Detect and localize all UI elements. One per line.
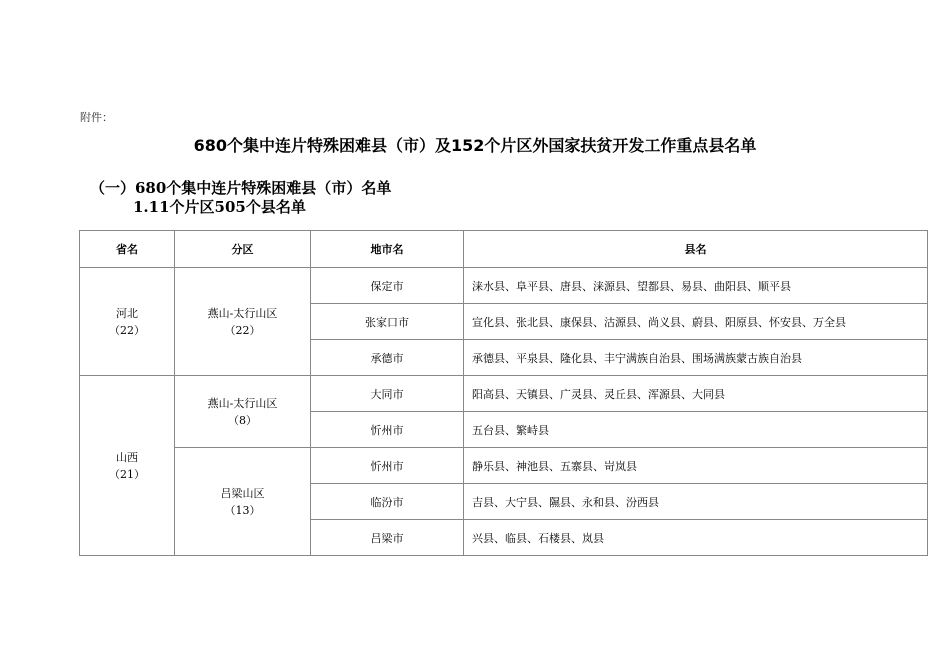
city-cell: 忻州市 xyxy=(311,412,464,448)
city-cell: 吕梁市 xyxy=(311,520,464,556)
counties-cell: 承德县、平泉县、隆化县、丰宁满族自治县、围场满族蒙古族自治县 xyxy=(464,340,928,376)
header-counties: 县名 xyxy=(464,231,928,268)
counties-cell: 涞水县、阜平县、唐县、涞源县、望都县、易县、曲阳县、顺平县 xyxy=(464,268,928,304)
table-row xyxy=(80,376,928,412)
city-cell: 张家口市 xyxy=(311,304,464,340)
zone-cell xyxy=(175,376,311,448)
counties-cell: 静乐县、神池县、五寨县、岢岚县 xyxy=(464,448,928,484)
zone-cell xyxy=(175,448,311,556)
province-name: 山西 xyxy=(116,450,138,464)
counties-cell: 五台县、繁峙县 xyxy=(464,412,928,448)
city-cell: 忻州市 xyxy=(311,448,464,484)
counties-cell: 吉县、大宁县、隰县、永和县、汾西县 xyxy=(464,484,928,520)
counties-cell: 宣化县、张北县、康保县、沽源县、尚义县、蔚县、阳原县、怀安县、万全县 xyxy=(464,304,928,340)
province-name: 河北 xyxy=(116,306,138,320)
zone-cell xyxy=(175,268,311,376)
zone-count: （13） xyxy=(224,503,261,517)
section-title: （一）680个集中连片特殊困难县（市）名单 xyxy=(90,179,392,197)
zone-count: （22） xyxy=(224,323,261,337)
counties-cell: 阳高县、天镇县、广灵县、灵丘县、浑源县、大同县 xyxy=(464,376,928,412)
zone-name: 燕山-太行山区 xyxy=(207,306,278,320)
header-zone: 分区 xyxy=(175,231,311,268)
table-row xyxy=(80,448,928,484)
city-cell: 大同市 xyxy=(311,376,464,412)
header-city: 地市名 xyxy=(311,231,464,268)
subsection-title: 1.11个片区505个县名单 xyxy=(133,198,306,216)
province-count: （21） xyxy=(109,467,145,481)
header-province: 省名 xyxy=(80,231,175,268)
city-cell: 保定市 xyxy=(311,268,464,304)
table-row xyxy=(80,268,928,304)
zone-count: （8） xyxy=(228,413,257,427)
city-cell: 承德市 xyxy=(311,340,464,376)
county-list-table xyxy=(79,230,928,556)
table-header-row xyxy=(80,231,928,268)
city-cell: 临汾市 xyxy=(311,484,464,520)
page-title: 680个集中连片特殊困难县（市）及152个片区外国家扶贫开发工作重点县名单 xyxy=(193,136,757,155)
zone-name: 燕山-太行山区 xyxy=(207,396,278,410)
zone-name: 吕梁山区 xyxy=(220,486,265,500)
counties-cell: 兴县、临县、石楼县、岚县 xyxy=(464,520,928,556)
province-count: （22） xyxy=(109,323,145,337)
attachment-label: 附件： xyxy=(80,111,113,124)
province-cell xyxy=(80,376,175,556)
province-cell xyxy=(80,268,175,376)
